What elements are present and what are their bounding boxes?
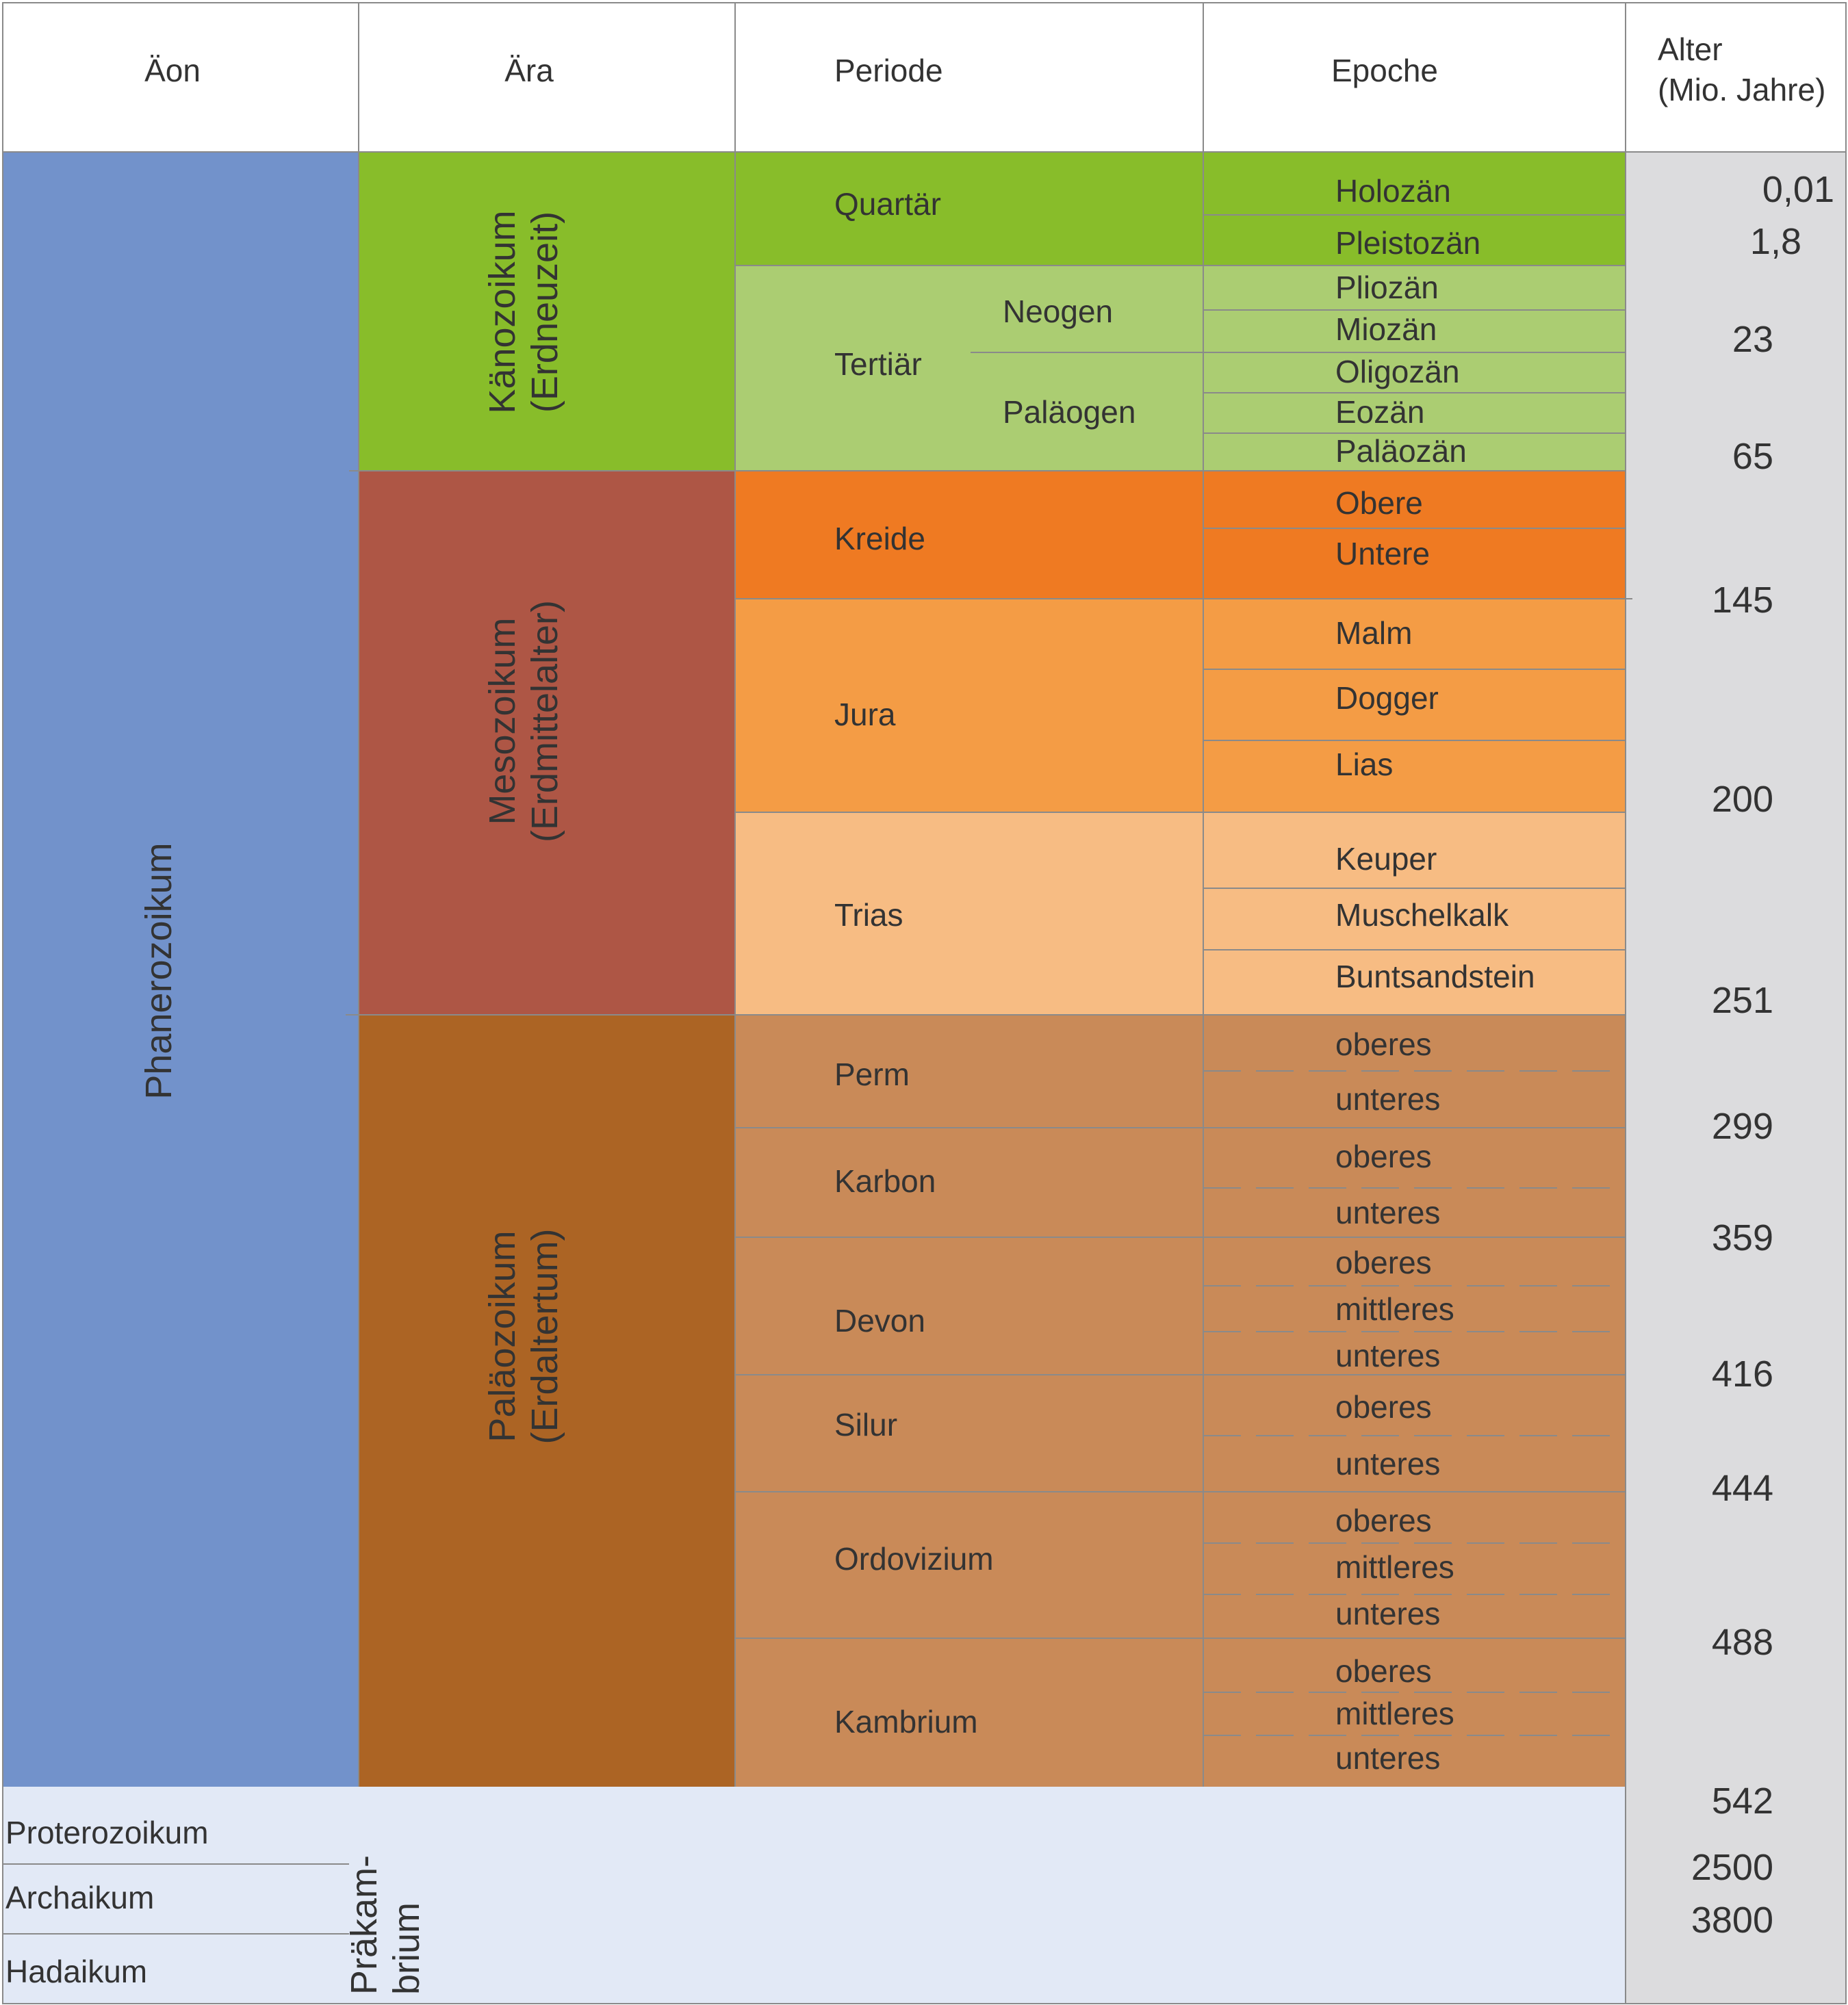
aeon-hadean: Hadaikum	[5, 1954, 148, 1989]
epoch-devonian-lower: unteres	[1335, 1338, 1441, 1373]
epoch-cretaceous-upper: Obere	[1335, 485, 1423, 521]
epoch-devonian-middle: mittleres	[1335, 1291, 1454, 1327]
epoch-buntsandstein: Buntsandstein	[1335, 959, 1535, 994]
period-cambrian: Kambrium	[834, 1704, 978, 1739]
period-triassic: Trias	[834, 897, 903, 933]
period-cretaceous: Kreide	[834, 521, 925, 556]
epoch-keuper: Keuper	[1335, 841, 1437, 877]
period-carboniferous: Karbon	[834, 1163, 936, 1199]
age-value: 416	[1711, 1354, 1773, 1395]
header-period: Periode	[834, 53, 943, 88]
era-paleozoic-line1: Paläozoikum	[482, 1230, 523, 1443]
age-value: 0,01	[1762, 169, 1834, 210]
era-mesozoic-line1: Mesozoikum	[482, 617, 523, 825]
age-value: 542	[1711, 1781, 1773, 1822]
epoch-oligocene: Oligozän	[1335, 354, 1460, 389]
age-value: 251	[1711, 980, 1773, 1021]
header-aeon: Äon	[144, 53, 201, 88]
precambrian-label-line1: Präkam-	[344, 1854, 385, 1995]
epoch-dogger: Dogger	[1335, 680, 1439, 716]
epoch-ordovician-lower: unteres	[1335, 1596, 1441, 1631]
epoch-permian-upper: oberes	[1335, 1026, 1432, 1062]
header-era: Ära	[504, 53, 554, 88]
epoch-pleistocene: Pleistozän	[1335, 225, 1481, 261]
epoch-muschelkalk: Muschelkalk	[1335, 897, 1509, 933]
period-quaternary: Quartär	[834, 186, 941, 222]
period-silurian: Silur	[834, 1407, 898, 1443]
age-value: 2500	[1691, 1847, 1773, 1888]
period-ordovician: Ordovizium	[834, 1541, 994, 1577]
epoch-silurian-upper: oberes	[1335, 1389, 1432, 1425]
age-value: 3800	[1691, 1900, 1773, 1941]
period-devonian: Devon	[834, 1303, 925, 1338]
epoch-cambrian-lower: unteres	[1335, 1740, 1441, 1776]
epoch-paleocene: Paläozän	[1335, 433, 1467, 469]
age-value: 23	[1732, 319, 1773, 360]
age-value: 145	[1711, 580, 1773, 621]
epoch-eocene: Eozän	[1335, 394, 1425, 430]
age-value: 1,8	[1749, 221, 1801, 262]
period-jurassic: Jura	[834, 697, 896, 732]
epoch-cretaceous-lower: Untere	[1335, 536, 1430, 571]
age-column-background	[1626, 152, 1846, 2004]
epoch-ordovician-middle: mittleres	[1335, 1549, 1454, 1585]
epoch-cambrian-upper: oberes	[1335, 1653, 1432, 1689]
precambrian-block	[3, 1787, 1626, 2004]
epoch-cambrian-middle: mittleres	[1335, 1696, 1454, 1731]
precambrian-label-line2: brium	[386, 1902, 427, 1995]
age-value: 444	[1711, 1468, 1773, 1509]
paleozoic-periods-block	[735, 1015, 1626, 1787]
epoch-malm: Malm	[1335, 615, 1413, 651]
epoch-holocene: Holozän	[1335, 173, 1451, 209]
epoch-carboniferous-upper: oberes	[1335, 1139, 1432, 1174]
epoch-ordovician-upper: oberes	[1335, 1503, 1432, 1538]
header-age-line1: Alter	[1658, 31, 1723, 67]
age-value: 359	[1711, 1217, 1773, 1258]
epoch-permian-lower: unteres	[1335, 1081, 1441, 1117]
period-tertiary: Tertiär	[834, 346, 922, 382]
subperiod-neogene: Neogen	[1003, 294, 1114, 329]
age-value: 200	[1711, 779, 1773, 820]
epoch-carboniferous-lower: unteres	[1335, 1195, 1441, 1230]
epoch-miocene: Miozän	[1335, 311, 1437, 347]
era-mesozoic-line2: (Erdmittelalter)	[524, 599, 565, 843]
aeon-archean: Archaikum	[5, 1880, 155, 1915]
phanerozoic-block	[3, 152, 359, 1787]
epoch-pliocene: Pliozän	[1335, 270, 1439, 305]
era-paleozoic-line2: (Erdaltertum)	[524, 1228, 565, 1445]
header-age-line2: (Mio. Jahre)	[1658, 72, 1826, 107]
epoch-silurian-lower: unteres	[1335, 1446, 1441, 1482]
age-value: 299	[1711, 1106, 1773, 1147]
subperiod-paleogene: Paläogen	[1003, 394, 1136, 430]
period-permian: Perm	[834, 1057, 910, 1092]
epoch-devonian-upper: oberes	[1335, 1245, 1432, 1280]
age-value: 65	[1732, 436, 1773, 477]
age-value: 488	[1711, 1622, 1773, 1663]
era-cenozoic-line1: Känozoikum	[482, 210, 523, 414]
aeon-phanerozoic: Phanerozoikum	[138, 842, 179, 1100]
epoch-lias: Lias	[1335, 747, 1394, 782]
era-cenozoic-line2: (Erdneuzeit)	[524, 211, 565, 413]
aeon-proterozoic: Proterozoikum	[5, 1815, 209, 1850]
header-epoch: Epoche	[1331, 53, 1439, 88]
